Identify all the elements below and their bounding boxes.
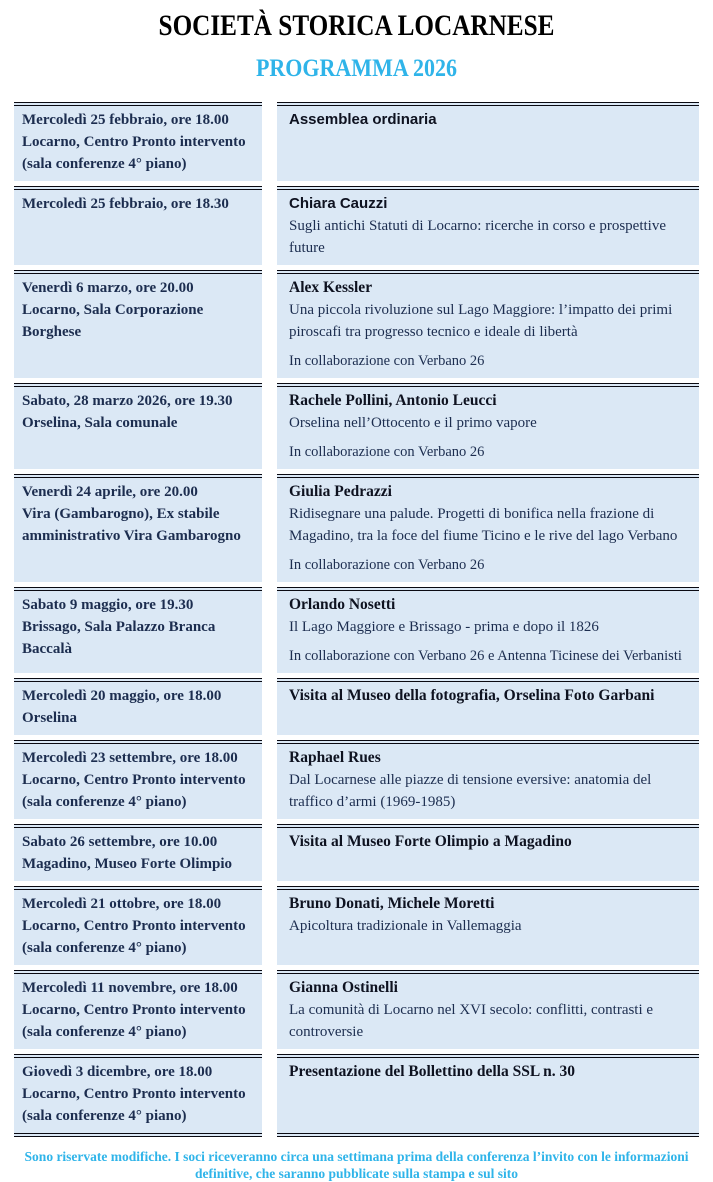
event-details-cell	[277, 678, 699, 735]
event-location: Locarno, Centro Pronto intervento (sala conferenze 4° piano)	[22, 134, 246, 172]
event-details-cell	[277, 186, 699, 265]
event-when-cell	[14, 678, 262, 735]
event-when-cell	[14, 824, 262, 881]
event-date: Mercoledì 11 novembre, ore 18.00	[22, 980, 238, 996]
event-heading: Bruno Donati, Michele Moretti	[289, 895, 495, 912]
event-location: Orselina, Sala comunale	[22, 415, 178, 431]
event-note: In collaborazione con Verbano 26 e Antenna Ticinese dei Verbanisti	[289, 648, 682, 664]
page-subtitle: PROGRAMMA 2026	[255, 55, 458, 82]
event-heading: Presentazione del Bollettino della SSL n. 30	[289, 1063, 576, 1080]
event-heading: Visita al Museo Forte Olimpio a Magadino	[289, 833, 572, 850]
event-details-cell	[277, 474, 699, 582]
event-row	[14, 270, 699, 378]
event-row	[14, 886, 699, 965]
event-date: Venerdì 24 aprile, ore 20.00	[22, 484, 198, 500]
event-when-cell	[14, 186, 262, 265]
event-details-cell	[277, 102, 699, 181]
event-heading: Orlando Nosetti	[289, 596, 396, 613]
event-row	[14, 186, 699, 265]
event-row	[14, 474, 699, 582]
event-date: Mercoledì 21 ottobre, ore 18.00	[22, 896, 222, 912]
event-heading: Gianna Ostinelli	[289, 979, 398, 996]
event-details-cell	[277, 824, 699, 881]
event-location: Locarno, Centro Pronto intervento (sala conferenze 4° piano)	[22, 772, 246, 810]
event-description: Il Lago Maggiore e Brissago - prima e dopo il 1826	[289, 619, 599, 635]
event-details-cell	[277, 886, 699, 965]
event-row	[14, 678, 699, 735]
event-when-cell	[14, 886, 262, 965]
event-date: Mercoledì 25 febbraio, ore 18.00	[22, 112, 229, 128]
event-date: Mercoledì 20 maggio, ore 18.00	[22, 688, 222, 704]
event-details-cell	[277, 1054, 699, 1137]
event-heading: Alex Kessler	[289, 279, 373, 296]
event-details-cell	[277, 383, 699, 469]
event-heading: Visita al Museo della fotografia, Orselina Foto Garbani	[289, 687, 655, 704]
event-when-cell	[14, 587, 262, 673]
event-row	[14, 102, 699, 181]
event-when-cell	[14, 383, 262, 469]
event-description: Sugli antichi Statuti di Locarno: ricerche in corso e prospettive future	[289, 218, 666, 256]
event-row	[14, 824, 699, 881]
event-location: Vira (Gambarogno), Ex stabile amministrativo Vira Gambarogno	[22, 506, 241, 544]
event-location: Locarno, Sala Corporazione Borghese	[22, 302, 204, 340]
event-location: Magadino, Museo Forte Olimpio	[22, 856, 232, 872]
event-when-cell	[14, 270, 262, 378]
event-when-cell	[14, 740, 262, 819]
event-heading: Chiara Cauzzi	[289, 195, 388, 212]
event-date: Mercoledì 23 settembre, ore 18.00	[22, 750, 238, 766]
event-details-cell	[277, 740, 699, 819]
event-description: La comunità di Locarno nel XVI secolo: conflitti, contrasti e controversie	[289, 1002, 654, 1040]
event-heading: Raphael Rues	[289, 749, 381, 766]
event-when-cell	[14, 1054, 262, 1137]
event-note: In collaborazione con Verbano 26	[289, 444, 485, 460]
event-description: Una piccola rivoluzione sul Lago Maggiore: l’impatto dei primi piroscafi tra progresso tecnico e ideale di libertà	[289, 302, 673, 340]
event-description: Dal Locarnese alle piazze di tensione eversive: anatomia del traffico d’armi (1969-1985)	[289, 772, 652, 810]
event-note: In collaborazione con Verbano 26	[289, 557, 485, 573]
events-table	[14, 102, 699, 1137]
event-date: Sabato 9 maggio, ore 19.30	[22, 597, 194, 613]
event-when-cell	[14, 102, 262, 181]
event-heading: Rachele Pollini, Antonio Leucci	[289, 392, 497, 409]
event-row	[14, 1054, 699, 1137]
event-location: Brissago, Sala Palazzo Branca Baccalà	[22, 619, 216, 657]
event-date: Venerdì 6 marzo, ore 20.00	[22, 280, 194, 296]
event-heading: Giulia Pedrazzi	[289, 483, 392, 500]
page-footer: Sono riservate modifiche. I soci riceveranno circa una settimana prima della conferenza l’invito con le informazioni definitive, che saranno pubblicate sulla stampa e sul sito	[24, 1149, 689, 1181]
event-location: Locarno, Centro Pronto intervento (sala conferenze 4° piano)	[22, 1002, 246, 1040]
event-note: In collaborazione con Verbano 26	[289, 353, 485, 369]
event-heading: Assemblea ordinaria	[289, 111, 437, 128]
event-row	[14, 970, 699, 1049]
event-row	[14, 587, 699, 673]
event-details-cell	[277, 970, 699, 1049]
event-details-cell	[277, 270, 699, 378]
event-description: Apicoltura tradizionale in Vallemaggia	[289, 918, 522, 934]
event-location: Locarno, Centro Pronto intervento (sala conferenze 4° piano)	[22, 1086, 246, 1124]
event-row	[14, 383, 699, 469]
event-date: Giovedì 3 dicembre, ore 18.00	[22, 1064, 213, 1080]
event-description: Ridisegnare una palude. Progetti di bonifica nella frazione di Magadino, tra la foce del fiume Ticino e le rive del lago Verbano	[289, 506, 678, 544]
event-date: Mercoledì 25 febbraio, ore 18.30	[22, 196, 229, 212]
event-date: Sabato 26 settembre, ore 10.00	[22, 834, 218, 850]
event-when-cell	[14, 970, 262, 1049]
event-when-cell	[14, 474, 262, 582]
event-description: Orselina nell’Ottocento e il primo vapore	[289, 415, 537, 431]
event-details-cell	[277, 587, 699, 673]
event-row	[14, 740, 699, 819]
event-location: Locarno, Centro Pronto intervento (sala conferenze 4° piano)	[22, 918, 246, 956]
event-date: Sabato, 28 marzo 2026, ore 19.30	[22, 393, 233, 409]
page-title: SOCIETÀ STORICA LOCARNESE	[158, 9, 555, 42]
event-location: Orselina	[22, 710, 77, 726]
